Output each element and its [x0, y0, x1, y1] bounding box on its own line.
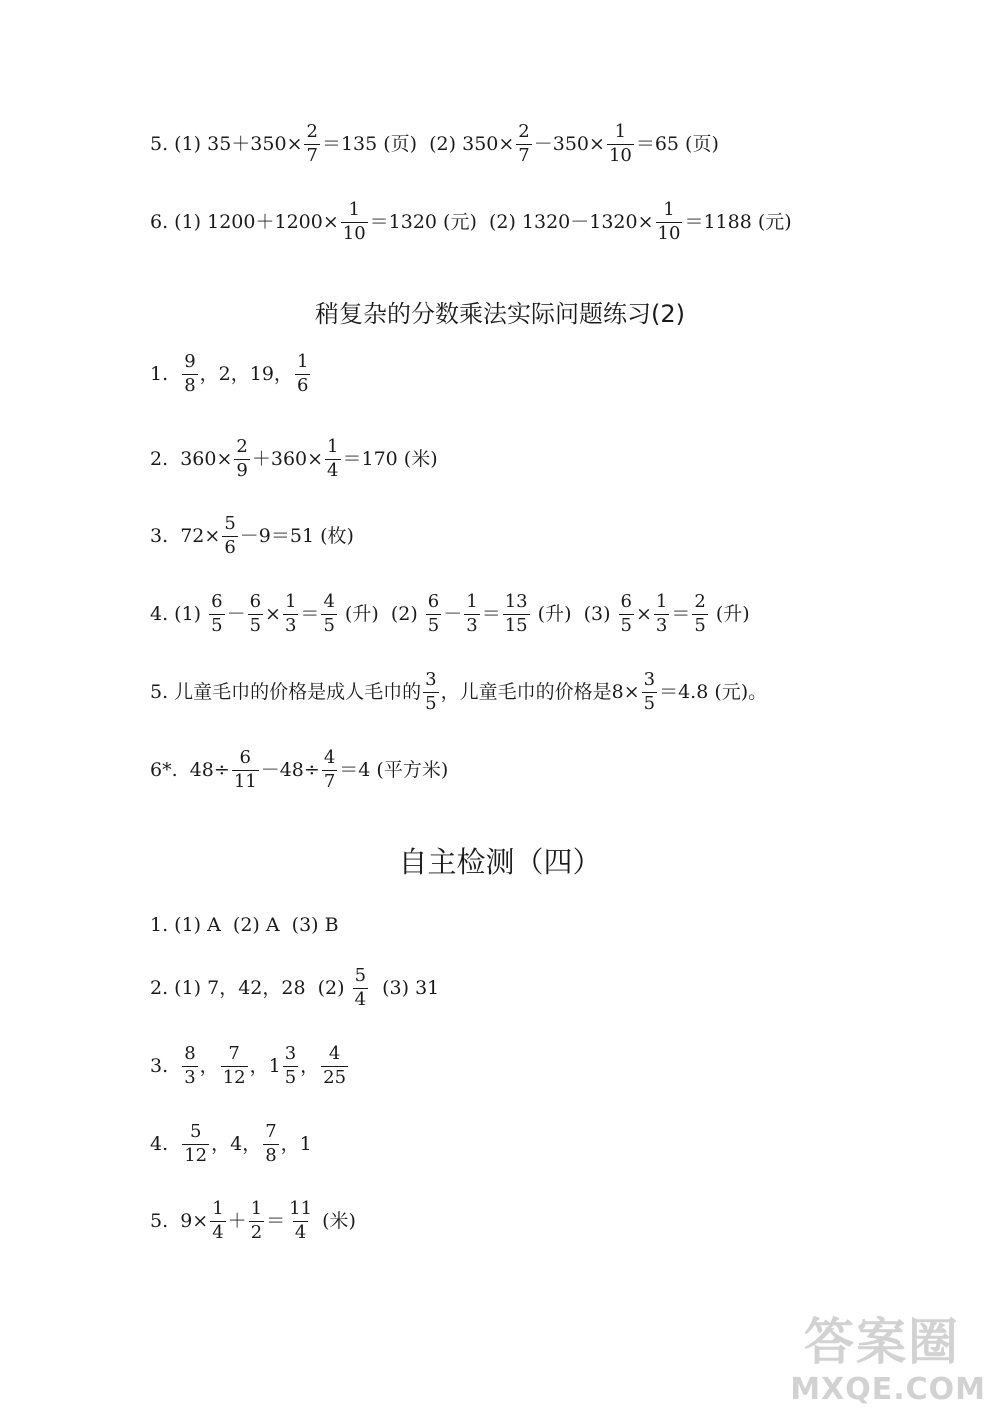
answer-line [150, 123, 719, 166]
numerator: 1 [250, 1198, 263, 1219]
answer-text: ＝170 (米) [342, 447, 438, 470]
answer-text: － [443, 602, 463, 625]
fraction [221, 1045, 248, 1088]
fraction [248, 593, 263, 636]
answer-text: 5. 儿童毛巾的价格是成人毛巾的 [150, 680, 422, 703]
fraction [304, 123, 319, 166]
denominator: 11 [233, 770, 257, 792]
fraction [607, 123, 634, 166]
fraction [321, 593, 336, 636]
section-heading-fraction-practice: 稍复杂的分数乘法实际问题练习(2) [315, 300, 685, 328]
whole-part: 1 [268, 1054, 281, 1077]
denominator: 5 [323, 614, 335, 636]
numerator: 1 [212, 1198, 224, 1219]
answer-text: －9＝51 (枚) [239, 524, 354, 547]
answer-text: ， [300, 1054, 320, 1077]
answer-text: ，1 [280, 1132, 312, 1155]
fraction [642, 671, 657, 714]
fraction [464, 593, 479, 636]
answer-text: ，2，19， [199, 362, 293, 385]
answer-text: (升) (2) [338, 602, 424, 625]
denominator: 3 [655, 614, 668, 636]
fraction [209, 593, 224, 636]
denominator: 4 [294, 1221, 307, 1243]
answer-text: ＝1188 (元) [684, 210, 792, 233]
numerator: 7 [228, 1043, 240, 1064]
numerator: 5 [189, 1121, 202, 1142]
numerator: 2 [236, 436, 248, 457]
fraction [353, 967, 368, 1010]
fraction [182, 1045, 197, 1088]
fraction [619, 593, 634, 636]
numerator: 11 [289, 1198, 313, 1219]
numerator: 1 [348, 199, 360, 220]
answer-text: ＝ [266, 1209, 286, 1232]
numerator: 8 [184, 1043, 196, 1064]
answer-text: ＋360× [251, 447, 324, 470]
denominator: 6 [224, 536, 236, 558]
answer-text: ＝ [300, 602, 320, 625]
numerator: 2 [306, 121, 318, 142]
answer-text: 5. (1) 35＋350× [150, 132, 303, 155]
numerator: 7 [265, 1121, 277, 1142]
denominator: 3 [466, 614, 478, 636]
answer-text: 6*. 48÷ [150, 758, 230, 781]
numerator: 6 [211, 591, 223, 612]
answer-text: ， [199, 1054, 219, 1077]
denominator: 5 [284, 1066, 297, 1088]
answer-text: 3. [150, 1054, 181, 1077]
numerator: 1 [466, 591, 478, 612]
denominator: 3 [184, 1066, 196, 1088]
answer-text: (升) [709, 602, 750, 625]
fraction [283, 1045, 298, 1088]
denominator: 5 [694, 614, 706, 636]
numerator: 6 [427, 591, 440, 612]
denominator: 7 [323, 770, 336, 792]
answer-text: 4. [150, 1132, 181, 1155]
fraction [222, 515, 237, 558]
numerator: 1 [296, 351, 309, 372]
answer-text: (3) 31 [370, 976, 440, 999]
numerator: 4 [323, 591, 335, 612]
fraction [503, 593, 530, 636]
answer-line [150, 201, 792, 244]
answer-text: ＋ [227, 1209, 247, 1232]
denominator: 7 [518, 144, 530, 166]
answer-line [150, 749, 448, 792]
fraction [322, 749, 337, 792]
denominator: 4 [327, 459, 339, 481]
fraction [182, 1123, 209, 1166]
fraction [295, 353, 310, 396]
numerator: 3 [643, 669, 656, 690]
numerator: 2 [518, 121, 530, 142]
numerator: 3 [284, 1043, 297, 1064]
numerator: 1 [655, 591, 668, 612]
answer-text: × [636, 602, 652, 625]
fraction [263, 1123, 278, 1166]
denominator: 10 [342, 222, 366, 244]
denominator: 4 [212, 1221, 224, 1243]
denominator: 15 [504, 614, 528, 636]
numerator: 1 [327, 436, 339, 457]
answer-line [150, 671, 767, 714]
fraction [654, 593, 669, 636]
numerator: 2 [694, 591, 706, 612]
fraction [656, 201, 683, 244]
answer-text: ＝4.8 (元)。 [659, 680, 768, 703]
watermark-url: MXQE.COM [790, 1372, 986, 1407]
numerator: 6 [249, 591, 262, 612]
answer-text: ＝ [671, 602, 691, 625]
numerator: 6 [620, 591, 632, 612]
fraction [516, 123, 531, 166]
denominator: 5 [211, 614, 223, 636]
answer-text: 2. 360× [150, 447, 233, 470]
answer-line [150, 515, 354, 558]
answer-text: 1. (1) A (2) A (3) B [150, 914, 339, 936]
numerator: 5 [354, 965, 367, 986]
section-heading-self-test: 自主检测（四） [398, 845, 602, 879]
answer-text: ＝ [481, 602, 501, 625]
numerator: 6 [239, 747, 251, 768]
denominator: 12 [222, 1066, 246, 1088]
denominator: 5 [425, 692, 437, 714]
denominator: 2 [250, 1221, 263, 1243]
denominator: 9 [236, 459, 248, 481]
answer-text: ＝1320 (元) (2) 1320－1320× [369, 210, 654, 233]
answer-text: ＝135 (页) (2) 350× [321, 132, 515, 155]
fraction [426, 593, 441, 636]
numerator: 1 [614, 121, 627, 142]
answer-text: (升) (3) [531, 602, 617, 625]
denominator: 5 [620, 614, 632, 636]
fraction [341, 201, 368, 244]
watermark-logo: 答案圈 [804, 1313, 960, 1371]
numerator: 1 [284, 591, 297, 612]
denominator: 25 [323, 1066, 347, 1088]
denominator: 4 [354, 988, 367, 1010]
denominator: 8 [184, 374, 196, 396]
answer-line [150, 1200, 356, 1243]
mixed-number [269, 1045, 301, 1088]
fraction [210, 1200, 225, 1243]
denominator: 5 [249, 614, 262, 636]
answer-text: ，4， [211, 1132, 262, 1155]
fraction [423, 671, 438, 714]
answer-line [150, 593, 750, 636]
answer-text: 6. (1) 1200＋1200× [150, 210, 339, 233]
answer-text: × [265, 602, 281, 625]
denominator: 3 [284, 614, 297, 636]
fraction [234, 438, 249, 481]
answer-text: －48÷ [260, 758, 320, 781]
answer-text: 1. [150, 362, 181, 385]
numerator: 5 [224, 513, 236, 534]
answer-text: － [226, 602, 246, 625]
answer-line [150, 438, 438, 481]
answer-text: ＝4 (平方米) [339, 758, 449, 781]
answer-text: ＝65 (页) [635, 132, 719, 155]
numerator: 13 [504, 591, 528, 612]
fraction [283, 593, 298, 636]
denominator: 10 [608, 144, 632, 166]
answer-line [150, 967, 439, 1010]
answer-text: (米) [316, 1209, 356, 1232]
denominator: 10 [657, 222, 681, 244]
answer-line [150, 916, 339, 935]
fraction [182, 353, 197, 396]
fraction [692, 593, 707, 636]
numerator: 1 [663, 199, 675, 220]
denominator: 5 [427, 614, 440, 636]
fraction [321, 1045, 348, 1088]
fraction [325, 438, 340, 481]
answer-line [150, 1045, 350, 1088]
answer-line [150, 1123, 312, 1166]
fraction [232, 749, 259, 792]
numerator: 4 [323, 747, 336, 768]
numerator: 3 [425, 669, 437, 690]
answer-text: ，儿童毛巾的价格是8× [440, 680, 640, 703]
denominator: 8 [265, 1144, 277, 1166]
denominator: 5 [643, 692, 656, 714]
answer-text: 3. 72× [150, 524, 221, 547]
answer-text: 2. (1) 7，42，28 (2) [150, 976, 351, 999]
numerator: 4 [328, 1043, 341, 1064]
denominator: 6 [296, 374, 309, 396]
answer-text: 4. (1) [150, 602, 208, 625]
fraction [249, 1200, 264, 1243]
answer-line [150, 353, 312, 396]
denominator: 12 [184, 1144, 208, 1166]
answer-text: 5. 9× [150, 1209, 209, 1232]
answer-text: －350× [533, 132, 605, 155]
fraction [287, 1200, 314, 1243]
answer-text: ， [249, 1054, 269, 1077]
numerator: 9 [184, 351, 196, 372]
denominator: 7 [306, 144, 318, 166]
